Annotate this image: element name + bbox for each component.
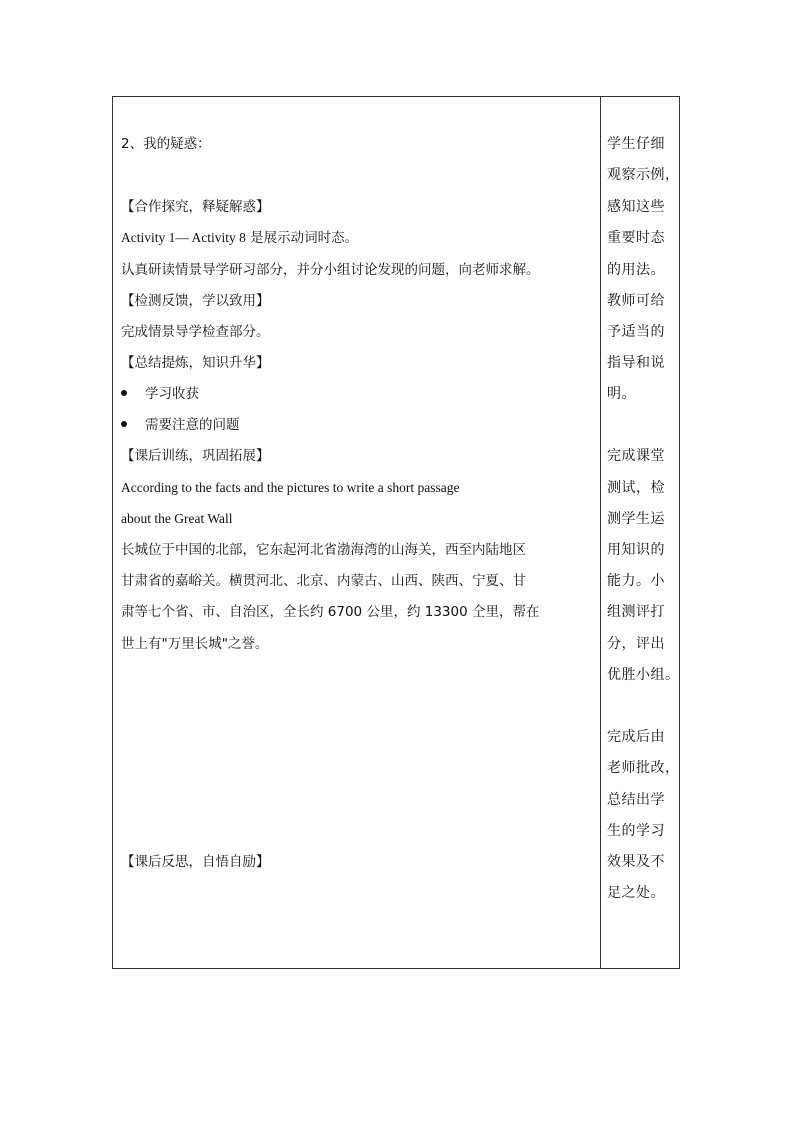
bullet-label: 需要注意的问题 [145,417,240,433]
note-line: 效果及不 [607,854,665,870]
instruction-line: 认真研读情景导学研习部分，并分小组讨论发现的问题，向老师求解。 [121,262,540,278]
passage-line-3: 肃等七个省、市、自治区，全长约 6700 公里，约 13300 仝里，帮在 [121,604,540,620]
bullet-icon [121,421,127,427]
section-check-feedback: 【检测反馈，学以致用】 [121,293,270,309]
note-line: 感知这些 [607,199,665,215]
note-line: 测试，检 [607,480,665,496]
note-line: 总结出学 [607,792,665,808]
bullet-item-gains [121,385,199,403]
note-line: 完成课堂 [607,448,665,464]
note-line: 重要时态 [607,230,665,246]
note-line: 老师批改， [607,760,680,776]
lesson-table [112,96,680,969]
note-line: 明。 [607,386,636,402]
note-line: 用知识的 [607,542,665,558]
main-content-cell [113,97,600,968]
activity-desc: 是展示动词时态。 [245,230,359,246]
section-after-class: 【课后训练，巩固拓展】 [121,448,270,464]
activity-range: Activity 1— Activity 8 [121,230,246,245]
note-line: 分，评出 [607,636,665,652]
section-reflection: 【课后反思，自悟自励】 [121,854,270,870]
note-line: 组测评打 [607,604,665,620]
passage-line-1: 长城位于中国的北部，它东起河北省渤海湾的山海关，西至内陆地区 [121,542,526,558]
note-line: 观察示例， [607,167,680,183]
passage-line-4: 世上有"万里长城"之誉。 [121,636,269,652]
teacher-notes-cell [601,97,679,968]
section-coop-explore: 【合作探究，释疑解惑】 [121,199,270,215]
note-line: 优胜小组。 [607,667,680,683]
activity-line [121,229,358,247]
bullet-item-notes [121,416,240,434]
note-line: 教师可给 [607,293,665,309]
note-line: 予适当的 [607,324,665,340]
note-line: 学生仔细 [607,136,665,152]
passage-line-2: 甘肃省的嘉峪关。横贯河北、北京、内蒙古、山西、陕西、宁夏、甘 [121,573,526,589]
check-task: 完成情景导学检查部分。 [121,324,270,340]
note-line: 指导和说 [607,355,665,371]
section-summary: 【总结提炼，知识升华】 [121,355,270,371]
task-english-2: about the Great Wall [121,511,233,526]
note-line: 测学生运 [607,511,665,527]
note-line: 完成后由 [607,729,665,745]
bullet-label: 学习收获 [145,386,199,402]
note-line: 足之处。 [607,885,665,901]
note-line: 能力。小 [607,573,665,589]
note-line: 的用法。 [607,262,665,278]
note-line: 生的学习 [607,823,665,839]
task-english-1: According to the facts and the pictures to write a short passage [121,480,460,495]
bullet-icon [121,390,127,396]
question-2: 2、我的疑惑： [121,136,211,152]
